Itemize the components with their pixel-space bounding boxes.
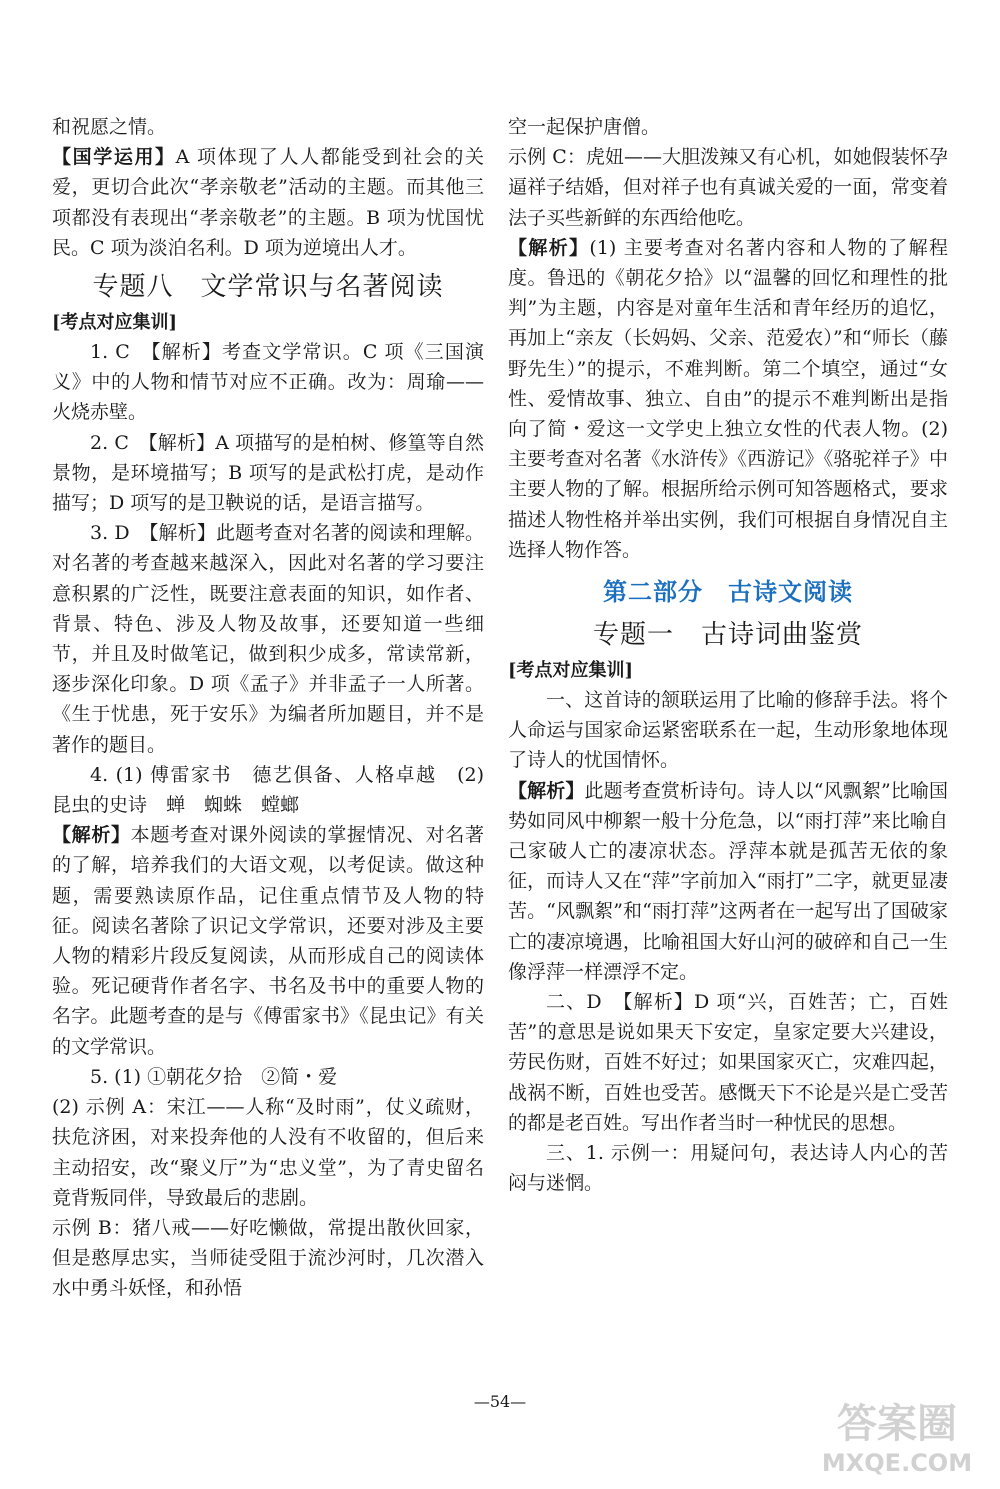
topic-heading: 专题一 古诗词曲鉴赏 xyxy=(592,620,863,651)
topic-heading: 专题八 文学常识与名著阅读 xyxy=(92,272,444,303)
paragraph-tag: 【解析】 xyxy=(508,236,590,259)
paragraph: (2) 示例 A：宋江——人称“及时雨”，仗义疏财，扶危济困，对来投奔他的人没有不收留的，但后来主动招安，改“聚义厅”为“忠义堂”，为了青史留名竟背叛同伴，导致最后的悲剧。 xyxy=(52,1096,484,1209)
paragraph-text: (1) 主要考查对名著内容和人物的了解程度。鲁迅的《朝花夕拾》以“温馨的回忆和理性的批判”为主题，内容是对童年生活和青年经历的追忆，再加上“亲友（长妈妈、父亲、范爱农）”和“师长（藤野先生）”的提示，不难判断。第二个填空，通过“女性、爱情故事、独立、自由”的提示不难判断出是指向了简・爱这一文学史上独立女性的代表人物。(2) 主要考查对名著《水浒传》《西游记》《骆驼祥子》中主要人物的了解。根据所给示例可知答题格式，要求描述人物性格并举出实例，我们可根据自身情况自主选择人物作答。 xyxy=(508,236,948,561)
section-subheading: [考点对应集训] xyxy=(508,660,634,682)
answer-item: 三、1. 示例一：用疑问句，表达诗人内心的苦闷与迷惘。 xyxy=(508,1142,948,1195)
part-heading: 第二部分 古诗文阅读 xyxy=(603,577,853,607)
page-number: —54— xyxy=(473,1392,527,1411)
paragraph-tag: 【解析】 xyxy=(52,824,131,847)
watermark-line2: MXQE.COM xyxy=(821,1449,973,1477)
watermark-logo xyxy=(802,1391,992,1481)
right-column xyxy=(508,112,948,1199)
answer-item: 二、D 【解析】D 项“兴，百姓苦；亡，百姓苦”的意思是说如果天下安定，皇家定要大兴建设，劳民伤财，百姓不好过；如果国家灭亡，灾难四起，战祸不断，百姓也受苦。感慨天下不论是兴是亡受苦的都是老百姓。写出作者当时一种忧民的思想。 xyxy=(508,991,948,1134)
paragraph-tag: 【国学运用】 xyxy=(52,146,176,169)
paragraph-text: 本题考查对课外阅读的掌握情况、对名著的了解，培养我们的大语文观，以考促读。做这种题，需要熟读原作品，记住重点情节及人物的特征。阅读名著除了识记文学常识，还要对涉及主要人物的精彩片段反复阅读，从而形成自己的阅读体验。死记硬背作者名字、书名及书中的重要人物的名字。此题考查的是与《傅雷家书》《昆虫记》有关的文学常识。 xyxy=(52,824,484,1058)
answer-item: 1. C 【解析】考查文学常识。C 项《三国演义》中的人物和情节对应不正确。改为：周瑜——火烧赤壁。 xyxy=(52,341,484,424)
analysis-paragraph xyxy=(52,820,484,1062)
answer-item: 4. (1) 傅雷家书 德艺俱备、人格卓越 (2) 昆虫的史诗 蝉 蜘蛛 螳螂 xyxy=(52,763,484,817)
paragraph-text: 此题考查赏析诗句。诗人以“风飘絮”比喻国势如同风中柳絮一般十分危急，以“雨打萍”来比喻自己家破人亡的凄凉状态。浮萍本就是孤苦无依的象征，而诗人又在“萍”字前加入“雨打”二字，就更显凄苦。“风飘絮”和“雨打萍”这两者在一起写出了国破家亡的凄凉境遇，比喻祖国大好山河的破碎和自己一生像浮萍一样漂浮不定。 xyxy=(508,779,948,983)
answer-item: 3. D 【解析】此题考查对名著的阅读和理解。对名著的考查越来越深入，因此对名著的学习要注意积累的广泛性，既要注意表面的知识，如作者、背景、特色、涉及人物及故事，还要知道一些细节，并且及时做笔记，做到积少成多，常读常新，逐步深化印象。D 项《孟子》并非孟子一人所著。《生于忧患，死于安乐》为编者所加题目，并不是著作的题目。 xyxy=(52,522,484,756)
analysis-paragraph xyxy=(508,776,948,987)
left-column xyxy=(52,112,484,1304)
analysis-paragraph xyxy=(508,233,948,565)
analysis-paragraph xyxy=(52,142,484,263)
answer-item: 2. C 【解析】A 项描写的是柏树、修篁等自然景物，是环境描写；B 项写的是武松打虎，是动作描写；D 项写的是卫鞅说的话，是语言描写。 xyxy=(52,431,484,515)
paragraph: 示例 B：猪八戒——好吃懒做，常提出散伙回家，但是憨厚忠实，当师徒受阻于流沙河时，几次潜入水中勇斗妖怪，和孙悟 xyxy=(52,1216,484,1300)
paragraph-text: A 项体现了人人都能受到社会的关爱，更切合此次“孝亲敬老”活动的主题。而其他三项都没有表现出“孝亲敬老”的主题。B 项为忧国忧民。C 项为淡泊名利。D 项为逆境出人才。 xyxy=(52,146,484,259)
answer-item: 一、这首诗的颔联运用了比喻的修辞手法。将个人命运与国家命运紧密联系在一起，生动形象地体现了诗人的忧国情怀。 xyxy=(508,689,948,772)
paragraph-tag: 【解析】 xyxy=(508,779,585,802)
section-subheading: [考点对应集训] xyxy=(52,312,178,334)
paragraph: 和祝愿之情。 xyxy=(52,116,167,138)
watermark-line1: 答案圈 xyxy=(837,1401,957,1447)
paragraph: 示例 C：虎妞——大胆泼辣又有心机，如她假装怀孕逼祥子结婚，但对祥子也有真诚关爱的一面，常变着法子买些新鲜的东西给他吃。 xyxy=(508,146,948,229)
answer-item: 5. (1) ①朝花夕拾 ②简・爱 xyxy=(90,1065,338,1088)
paragraph: 空一起保护唐僧。 xyxy=(508,116,661,138)
